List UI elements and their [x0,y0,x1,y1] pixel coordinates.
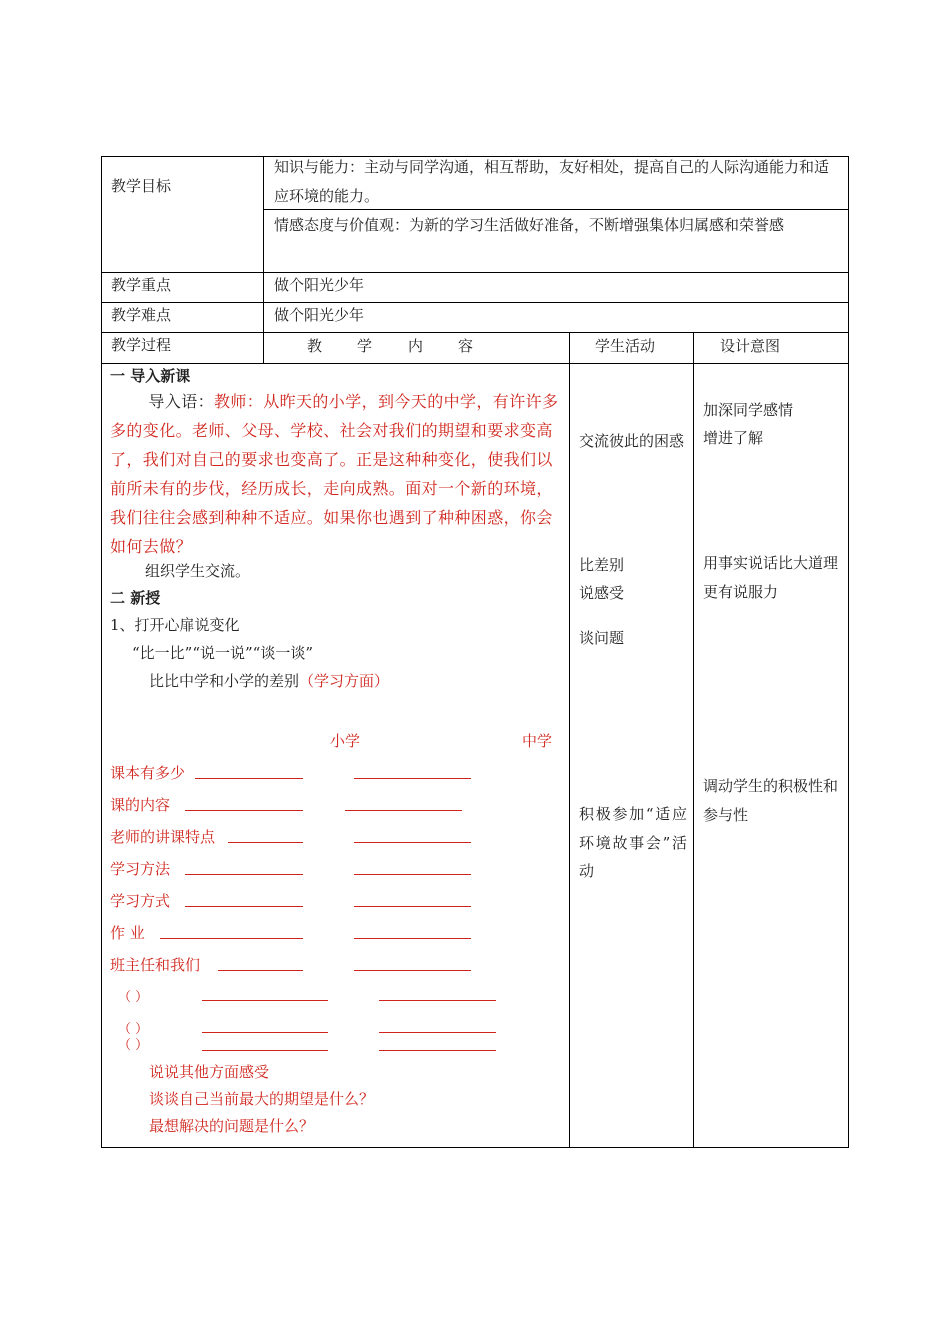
content-header-char: 教 [307,337,323,355]
answer-blank [228,842,303,843]
key-point-label: 教学重点 [111,276,172,294]
answer-blank [354,778,471,779]
compare-line [149,670,389,691]
difficulty-label: 教学难点 [111,306,172,324]
design-intent-1: 加深同学感情 [703,401,794,419]
middle-school-header: 中学 [522,732,553,750]
row-border [101,302,849,303]
compare-row-label: 老师的讲课特点 [110,828,216,846]
organize-exchange: 组织学生交流。 [145,562,251,580]
answer-blank [195,778,303,779]
custom-row-label: （ ） [118,990,149,1005]
student-activity-4: 谈问题 [579,629,625,647]
design-intent-4: 调动学生的积极性和参与性 [703,777,839,824]
student-column-border [569,332,570,1147]
student-activity-1: 交流彼此的困惑 [579,432,685,450]
answer-blank [202,1050,328,1051]
answer-blank [354,970,471,971]
activity-quotes: “比一比”“说一说”“谈一谈” [132,644,314,662]
student-activity-5: 积极参加“适应环境故事会”活动 [579,805,687,880]
answer-blank [160,938,303,939]
subsection-1: 1、打开心扉说变化 [110,616,240,634]
compare-text: 比比中学和小学的差别 [149,672,300,690]
primary-school-header: 小学 [330,732,361,750]
label-column-border [263,156,264,363]
biggest-hope-prompt: 谈谈自己当前最大的期望是什么？ [149,1090,375,1108]
key-point-value: 做个阳光少年 [274,276,365,294]
compare-row-label: 课本有多少 [110,764,186,782]
content-header-char: 学 [357,337,373,355]
compare-row-label: 学习方式 [110,892,171,910]
intro-paragraph [110,387,562,561]
compare-row-label: 课的内容 [110,796,171,814]
answer-blank [185,874,303,875]
answer-blank [354,842,471,843]
compare-row-label: 学习方法 [110,860,171,878]
student-activity-3: 说感受 [579,584,625,602]
other-aspects-prompt: 说说其他方面感受 [149,1063,270,1081]
content-header-char: 内 [408,337,424,355]
answer-blank [379,1032,496,1033]
answer-blank [202,1032,328,1033]
difficulty-value: 做个阳光少年 [274,306,365,324]
design-column-border [693,332,694,1147]
process-label: 教学过程 [111,336,172,354]
table-left-border [101,156,102,1147]
row-border [101,332,849,333]
answer-blank [354,874,471,875]
design-intent-2: 增进了解 [703,429,764,447]
custom-row-label: （ ） [118,1022,149,1037]
answer-blank [185,906,303,907]
compare-row-label: 班主任和我们 [110,956,201,974]
table-right-border [848,156,849,1147]
answer-blank [379,1000,496,1001]
content-header-char: 容 [458,337,474,355]
problem-prompt: 最想解决的问题是什么？ [149,1117,315,1135]
student-activity-header: 学生活动 [595,337,656,355]
intro-text: 教师：从昨天的小学，到今天的中学，有许许多多的变化。老师、父母、学校、社会对我们的期望和要求变高了，我们对自己的要求也变高了。正是这种种变化，使我们以前所未有的步伐，经历成长，走向成熟。面对一个新的环境，我们往往会感到种种不适应。如果你也遇到了种种困惑，你会如何去做？ [110,392,559,556]
answer-blank [354,906,471,907]
answer-blank [345,810,462,811]
answer-blank [185,810,303,811]
answer-blank [218,970,303,971]
objective-emotion: 情感态度与价值观：为新的学习生活做好准备，不断增强集体归属感和荣誉感 [274,216,785,234]
section1-title: 一 导入新课 [110,367,191,385]
row-border [101,272,849,273]
custom-row-label: （ ） [118,1038,149,1053]
answer-blank [354,938,471,939]
row-border [101,363,849,364]
objective-knowledge: 知识与能力：主动与同学沟通，相互帮助，友好相处，提高自己的人际沟通能力和适应环境的能力。 [274,158,830,205]
compare-row-label: 作 业 [110,924,145,942]
objectives-label: 教学目标 [111,177,172,195]
answer-blank [202,1000,328,1001]
section2-title: 二 新授 [110,589,161,607]
intro-label: 导入语： [148,392,214,411]
table-bottom-border [101,1147,849,1148]
design-intent-3: 用事实说话比大道理更有说服力 [703,554,839,601]
answer-blank [379,1050,496,1051]
design-intent-header: 设计意图 [720,337,781,355]
compare-paren: （学习方面） [299,672,390,690]
student-activity-2: 比差别 [579,556,625,574]
